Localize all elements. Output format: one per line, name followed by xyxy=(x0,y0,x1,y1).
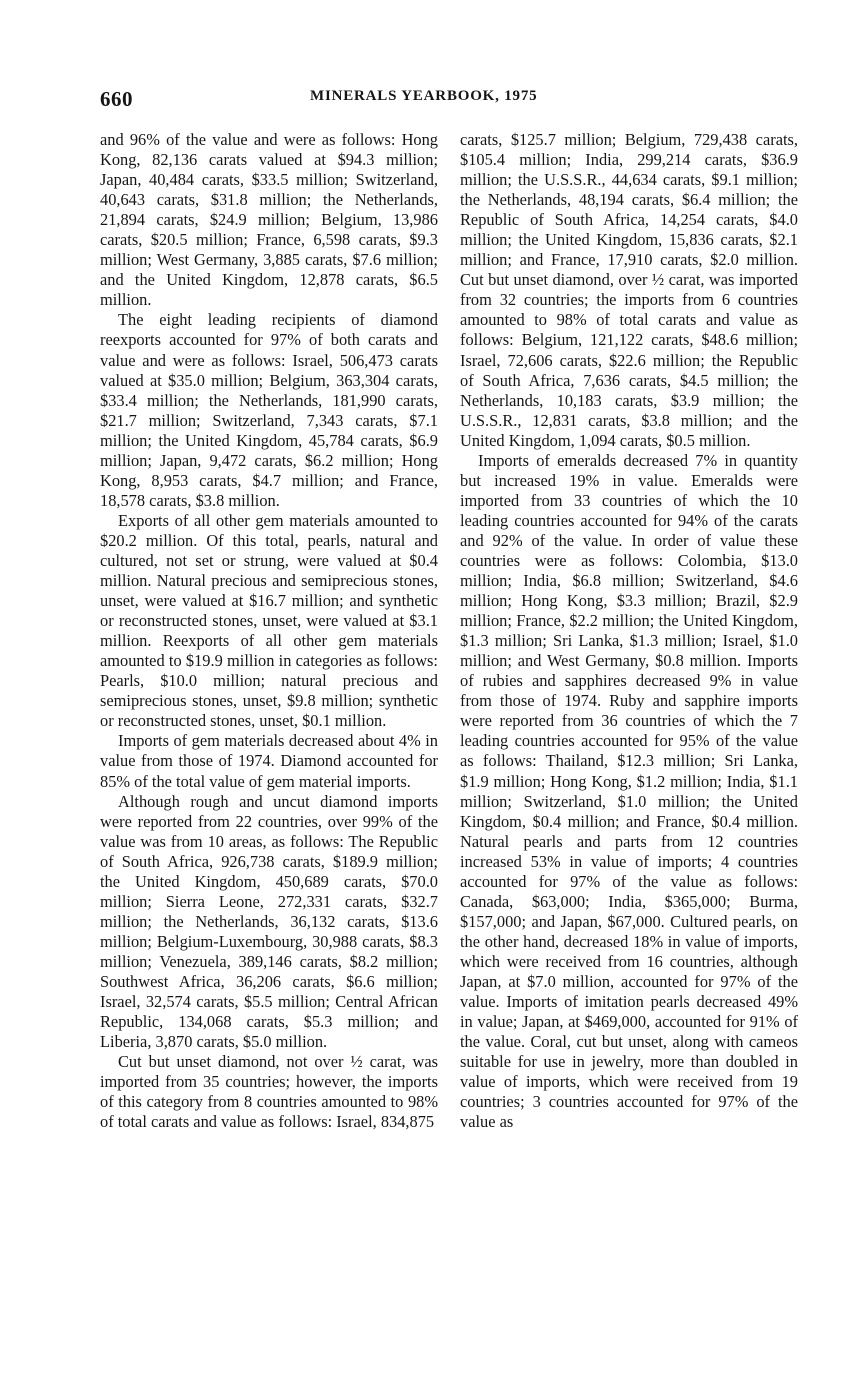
paragraph: and 96% of the value and were as follows: Hong Kong, 82,136 carats valued at $94.3 million; Japan, 40,484 carats, $33.5 million; Switzerland, 40,643 carats, $31.8 million; the Netherlands, 21,894 carats, $24.9 million; Belgium, 13,986 carats, $20.5 million; France, 6,598 carats, $9.3 million; West Germany, 3,885 carats, $7.6 million; and the United Kingdom, 12,878 carats, $6.5 million. xyxy=(100,130,438,310)
right-column xyxy=(460,130,798,1132)
paragraph: The eight leading recipients of diamond reexports accounted for 97% of both carats and value and were as follows: Israel, 506,473 carats valued at $35.0 million; Belgium, 363,304 carats, $33.4 million; the Netherlands, 181,990 carats, $21.7 million; Switzerland, 7,343 carats, $7.1 million; the United Kingdom, 45,784 carats, $6.9 million; Japan, 9,472 carats, $6.2 million; Hong Kong, 8,953 carats, $4.7 million; and France, 18,578 carats, $3.8 million. xyxy=(100,310,438,510)
paragraph: Imports of emeralds decreased 7% in quantity but increased 19% in value. Emeralds were imported from 33 countries of which the 10 leading countries accounted for 94% of the carats and 92% of the value. In order of value these countries were as follows: Colombia, $13.0 million; India, $6.8 million; Switzerland, $4.6 million; Hong Kong, $3.3 million; Brazil, $2.9 million; France, $2.2 million; the United Kingdom, $1.3 million; Sri Lanka, $1.3 million; Israel, $1.0 million; and West Germany, $0.8 million. Imports of rubies and sapphires decreased 9% in value from those of 1974. Ruby and sapphire imports were reported from 36 countries of which the 7 leading countries accounted for 95% of the value as follows: Thailand, $12.3 million; Sri Lanka, $1.9 million; Hong Kong, $1.2 million; India, $1.1 million; Switzerland, $1.0 million; the United Kingdom, $0.4 million; and France, $0.4 million. Natural pearls and parts from 12 countries increased 53% in value of imports; 4 countries accounted for 97% of the value as follows: Canada, $63,000; India, $365,000; Burma, $157,000; and Japan, $67,000. Cultured pearls, on the other hand, decreased 18% in value of imports, which were received from 16 countries, although Japan, at $7.0 million, accounted for 97% of the value. Imports of imitation pearls decreased 49% in value; Japan, at $469,000, accounted for 91% of the value. Coral, cut but unset, along with cameos suitable for use in jewelry, more than doubled in value of imports, which were received from 19 countries; 3 countries accounted for 97% of the value as xyxy=(460,450,798,1132)
paragraph: carats, $125.7 million; Belgium, 729,438 carats, $105.4 million; India, 299,214 carats, $36.9 million; the U.S.S.R., 44,634 carats, $9.1 million; the Netherlands, 48,194 carats, $6.4 million; the Republic of South Africa, 14,254 carats, $4.0 million; the United Kingdom, 15,836 carats, $2.1 million; and France, 17,910 carats, $2.0 million. Cut but unset diamond, over ½ carat, was imported from 32 countries; the imports from 6 countries amounted to 98% of total carats and value as follows: Belgium, 121,122 carats, $48.6 million; Israel, 72,606 carats, $22.6 million; the Republic of South Africa, 7,636 carats, $4.5 million; the Netherlands, 10,183 carats, $3.9 million; the U.S.S.R., 12,831 carats, $3.8 million; and the United Kingdom, 1,094 carats, $0.5 million. xyxy=(460,130,798,450)
paragraph: Exports of all other gem materials amounted to $20.2 million. Of this total, pearls, natural and cultured, not set or strung, were valued at $0.4 million. Natural precious and semiprecious stones, unset, were valued at $16.7 million; and synthetic or reconstructed stones, unset, were valued at $3.1 million. Reexports of all other gem materials amounted to $19.9 million in categories as follows: Pearls, $10.0 million; natural precious and semiprecious stones, unset, $9.8 million; synthetic or reconstructed stones, unset, $0.1 million. xyxy=(100,510,438,731)
paragraph: Cut but unset diamond, not over ½ carat, was imported from 35 countries; however, the imports of this category from 8 countries amounted to 98% of total carats and value as follows: Israel, 834,875 xyxy=(100,1052,438,1132)
paragraph: Imports of gem materials decreased about 4% in value from those of 1974. Diamond accounted for 85% of the total value of gem material imports. xyxy=(100,731,438,791)
running-title: MINERALS YEARBOOK, 1975 xyxy=(310,88,538,104)
left-column xyxy=(100,130,438,1132)
page-number: 660 xyxy=(100,87,133,111)
paragraph: Although rough and uncut diamond imports were reported from 22 countries, over 99% of the value was from 10 areas, as follows: The Republic of South Africa, 926,738 carats, $189.9 million; the United Kingdom, 450,689 carats, $70.0 million; Sierra Leone, 272,331 carats, $32.7 million; the Netherlands, 36,132 carats, $13.6 million; Belgium-Luxembourg, 30,988 carats, $8.3 million; Venezuela, 389,146 carats, $8.2 million; Southwest Africa, 36,206 carats, $6.6 million; Israel, 32,574 carats, $5.5 million; Central African Republic, 134,068 carats, $5.3 million; and Liberia, 3,870 carats, $5.0 million. xyxy=(100,791,438,1052)
